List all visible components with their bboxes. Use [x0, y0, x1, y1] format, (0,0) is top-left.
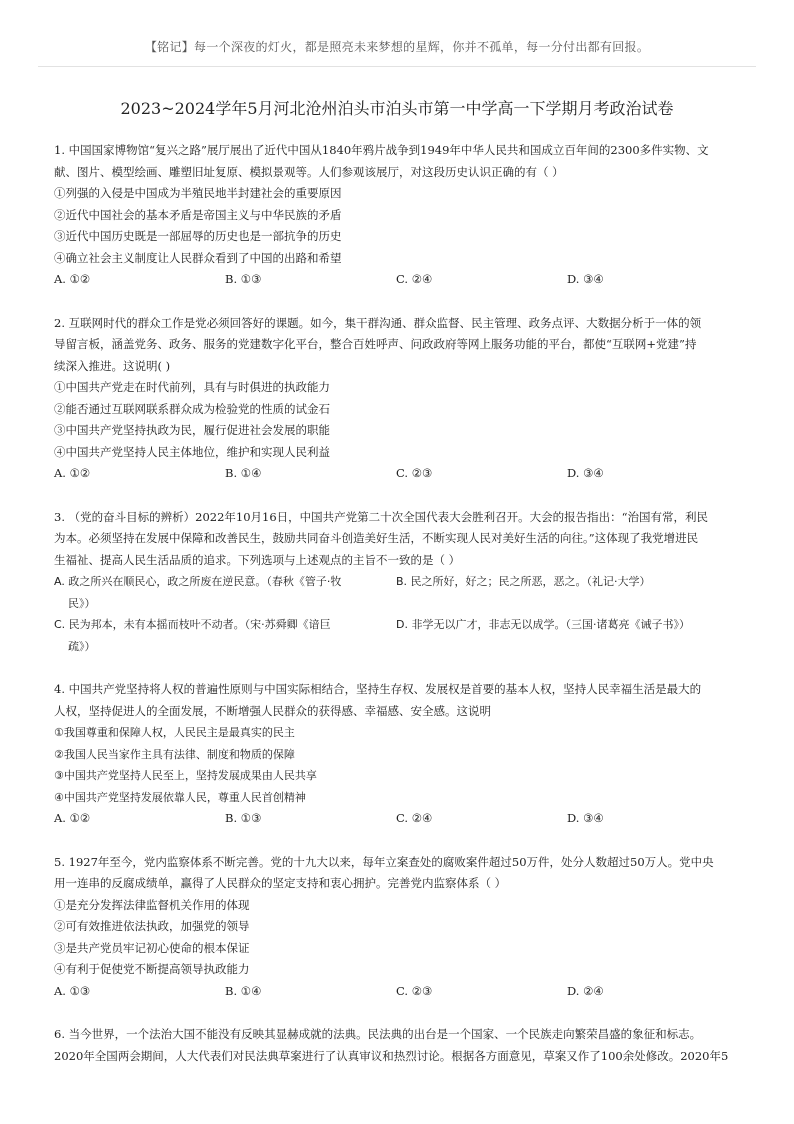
- question-text: 2020年全国两会期间，人大代表们对民法典草案进行了认真审议和热烈讨论。根据各方面意见，草案又作了100余处修改。2020年5: [54, 1048, 729, 1063]
- option-b[interactable]: B. ①④: [225, 983, 262, 998]
- option-a[interactable]: A. ①②: [54, 272, 91, 286]
- answer-options-row-1: [54, 571, 744, 614]
- statement-item: ①是充分发挥法律监督机关作用的体现: [54, 897, 250, 912]
- question-text: 6. 当今世界，一个法治大国不能没有反映其显赫成就的法典。民法典的出台是一个国家、一个民族走向繁荣昌盛的象征和标志。: [54, 1027, 702, 1041]
- statement-item: ③是共产党员牢记初心使命的根本保证: [54, 940, 250, 955]
- option-c[interactable]: C. ②③: [396, 983, 433, 998]
- option-c[interactable]: C. ②④: [396, 811, 433, 825]
- statement-item: ①列强的入侵是中国成为半殖民地半封建社会的重要原因: [54, 186, 342, 200]
- option-d[interactable]: D. ②④: [567, 983, 604, 998]
- question-1: [54, 140, 744, 291]
- statement-item: ④中国共产党坚持发展依靠人民，尊重人民首创精神: [54, 790, 306, 804]
- question-text: 1. 中国国家博物馆“复兴之路”展厅展出了近代中国从1840年鸦片战争到1949年中华人民共和国成立百年间的2300多件实物、文: [54, 143, 709, 157]
- option-c-text: C. 民为邦本，未有本摇而枝叶不动者。（宋·苏舜卿《谙巨: [54, 618, 331, 631]
- question-6: [54, 1024, 744, 1067]
- option-d[interactable]: D. 非学无以广才，非志无以成学。（三国·诸葛亮《诫子书》）: [396, 618, 690, 631]
- option-a[interactable]: A. ①②: [54, 466, 91, 480]
- answer-options: [54, 463, 744, 485]
- option-c[interactable]: C. ②③: [396, 466, 433, 480]
- question-4: [54, 679, 744, 830]
- question-text: 2. 互联网时代的群众工作是党必须回答好的课题。如今，集干群沟通、群众监督、民主管理、政务点评、大数据分析于一体的领: [54, 315, 702, 330]
- option-d[interactable]: D. ③④: [567, 272, 604, 286]
- question-text: 生福祉、提高人民生活品质的追求。下列选项与上述观点的主旨不一致的是（ ）: [54, 552, 461, 567]
- answer-options: [54, 808, 744, 830]
- option-b[interactable]: B. ①③: [225, 272, 262, 286]
- header-divider: [38, 66, 756, 67]
- answer-options: [54, 269, 744, 291]
- statement-item: ④中国共产党坚持人民主体地位，维护和实现人民利益: [54, 444, 330, 459]
- question-text: 导留言板，涵盖党务、政务、服务的党建数字化平台，整合百姓呼声、问政政府等网上服务功能的平台，都使“互联网+党建”持: [54, 337, 697, 351]
- answer-options: [54, 981, 744, 1003]
- option-a-text-cont: 民》）: [68, 596, 96, 610]
- statement-item: ③中国共产党坚持人民至上，坚持发展成果由人民共享: [54, 769, 317, 782]
- question-text: 5. 1927年至今，党内监察体系不断完善。党的十九大以来，每年立案查处的腐败案件超过50万件，处分人数超过50万人。党中央: [54, 854, 714, 869]
- statement-item: ①我国尊重和保障人权，人民民主是最真实的民主: [54, 726, 295, 739]
- option-b[interactable]: B. ①④: [225, 466, 262, 480]
- question-3: [54, 507, 744, 658]
- statement-item: ②近代中国社会的基本矛盾是帝国主义与中华民族的矛盾: [54, 207, 342, 222]
- option-d[interactable]: D. ③④: [567, 811, 604, 825]
- question-text: 献、图片、模型绘画、雕塑旧址复原、模拟景观等。人们参观该展厅，对这段历史认识正确的有（ ）: [54, 164, 564, 179]
- question-text: 3. （党的奋斗目标的辨析）2022年10月16日，中国共产党第二十次全国代表大会胜利召开。大会的报告指出：“治国有常，利民: [54, 509, 709, 524]
- statement-item: ②可有效推进依法执政，加强党的领导: [54, 919, 250, 933]
- statement-item: ③中国共产党坚持执政为民，履行促进社会发展的职能: [54, 423, 330, 437]
- option-a[interactable]: A. ①②: [54, 811, 91, 825]
- question-text: 为本。必须坚持在发展中保障和改善民生，鼓励共同奋斗创造美好生活，不断实现人民对美好生活的向往。”这体现了我党增进民: [54, 531, 699, 545]
- statement-item: ③近代中国历史既是一部屈辱的历史也是一部抗争的历史: [54, 229, 342, 243]
- option-a[interactable]: A. ①③: [54, 983, 91, 998]
- option-c[interactable]: C. ②④: [396, 272, 433, 286]
- question-text: 续深入推进。这说明( ): [54, 358, 171, 373]
- question-text: 4. 中国共产党坚持将人权的普遍性原则与中国实际相结合，坚持生存权、发展权是首要的基本人权，坚持人民幸福生活是最大的: [54, 682, 702, 696]
- question-text: 用一连串的反腐成绩单，赢得了人民群众的坚定支持和衷心拥护。完善党内监察体系（ ）: [54, 876, 507, 890]
- question-list: [54, 140, 744, 1089]
- header-motto: 【铭记】每一个深夜的灯火，都是照亮未来梦想的星辉，你并不孤单，每一分付出都有回报。: [144, 40, 650, 54]
- option-a-text: A. 政之所兴在顺民心，政之所废在逆民意。（春秋《管子·牧: [54, 575, 342, 588]
- option-b[interactable]: B. 民之所好，好之；民之所恶，恶之。（礼记·大学）: [396, 575, 651, 588]
- question-2: [54, 313, 744, 485]
- option-a[interactable]: [54, 571, 396, 614]
- answer-options-row-2: [54, 614, 744, 657]
- statement-item: ④确立社会主义制度让人民群众看到了中国的出路和希望: [54, 250, 342, 265]
- statement-item: ④有利于促使党不断提高领导执政能力: [54, 962, 250, 976]
- page-title: 2023~2024学年5月河北沧州泊头市泊头市第一中学高一下学期月考政治试卷: [120, 99, 674, 118]
- statement-item: ②我国人民当家作主具有法律、制度和物质的保障: [54, 747, 295, 761]
- statement-item: ①中国共产党走在时代前列，具有与时俱进的执政能力: [54, 380, 330, 394]
- question-5: [54, 852, 744, 1003]
- option-c-text-cont: 疏》）: [68, 639, 96, 653]
- statement-item: ②能否通过互联网联系群众成为检验党的性质的试金石: [54, 401, 330, 416]
- question-text: 人权，坚持促进人的全面发展，不断增强人民群众的获得感、幸福感、安全感。这说明: [54, 703, 491, 718]
- option-d[interactable]: D. ③④: [567, 466, 604, 480]
- option-c[interactable]: [54, 614, 396, 657]
- option-b[interactable]: B. ①③: [225, 811, 262, 825]
